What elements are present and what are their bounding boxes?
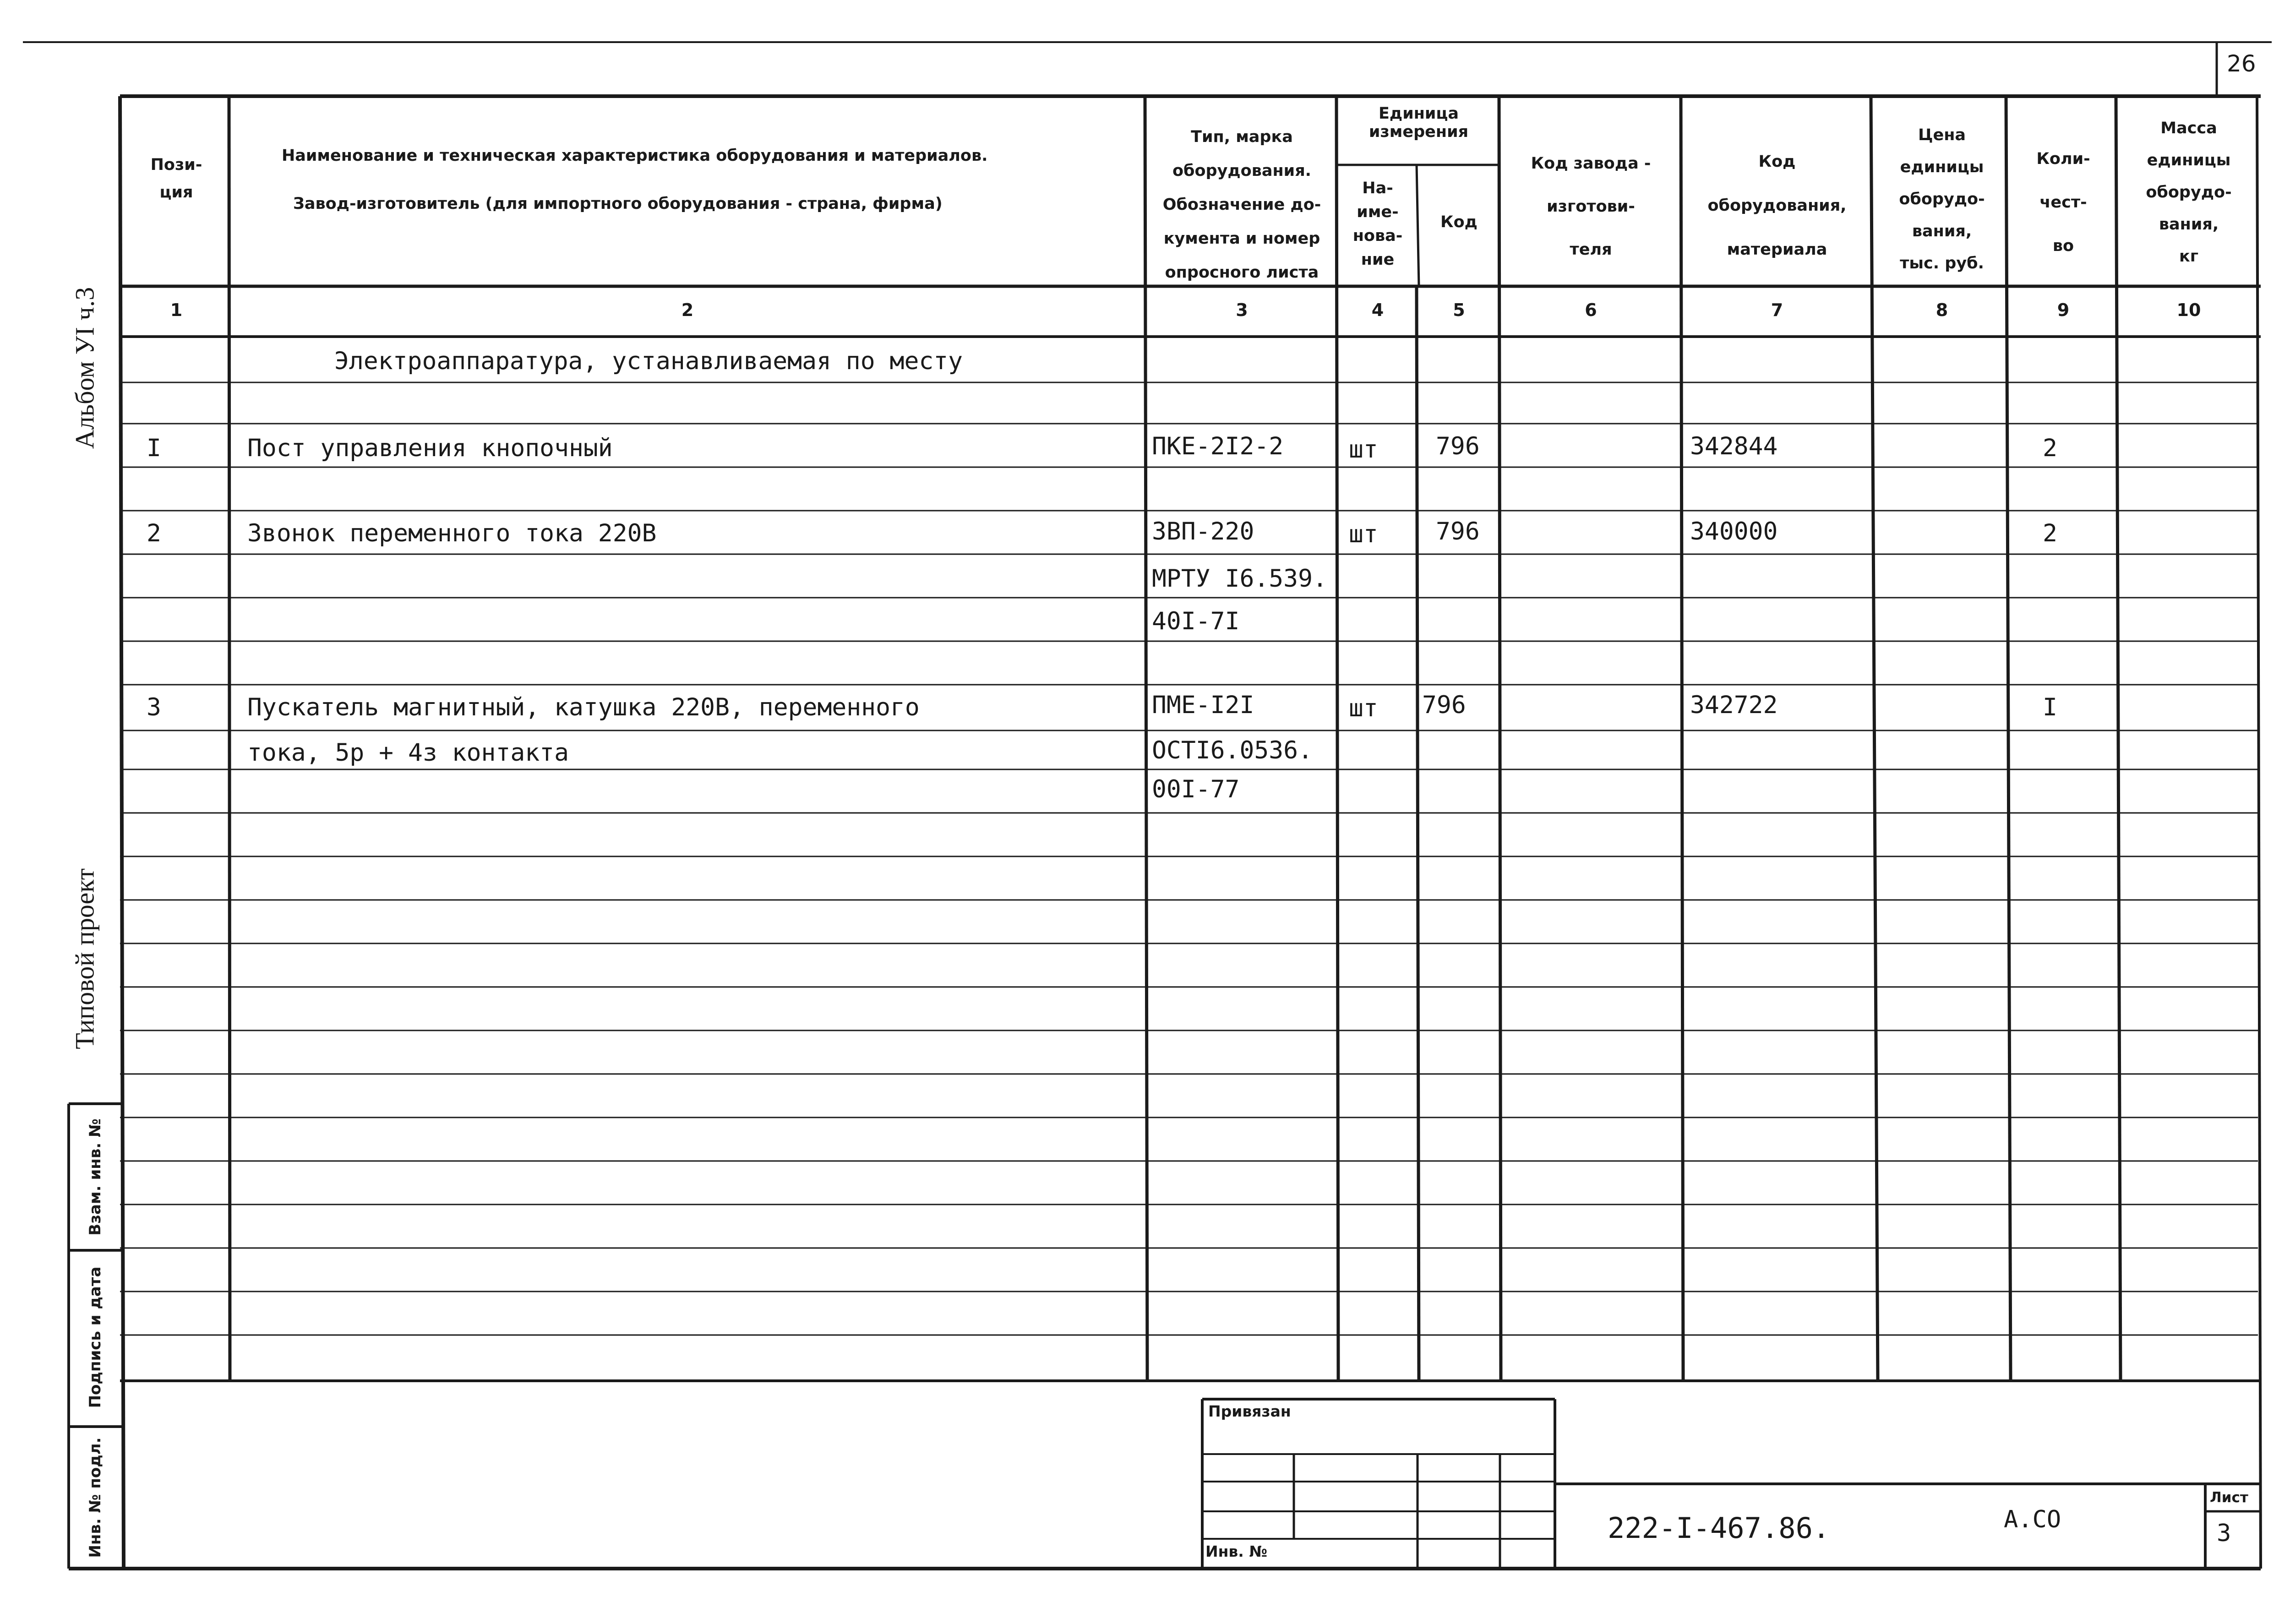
- header-unit-group: Единица измерения: [1369, 104, 1469, 142]
- privyazan-label: Привязан: [1208, 1402, 1291, 1420]
- colnum-8: 8: [1936, 300, 1948, 320]
- item-3-unit: шт: [1349, 694, 1378, 722]
- item-1-quantity: 2: [2043, 434, 2057, 462]
- item-3-equipment-code: 342722: [1690, 691, 1778, 719]
- stamp-inv-podl: Инв. № подл.: [86, 1437, 104, 1558]
- header-quantity: Коли- чест- во: [2036, 150, 2090, 255]
- stamp-podpis-data: Подпись и дата: [86, 1266, 104, 1408]
- item-2-equipment-code: 340000: [1690, 518, 1778, 545]
- header-unit-name: На- име- нова- ние: [1352, 179, 1403, 269]
- item-1-type: ПКЕ-2I2-2: [1152, 432, 1284, 460]
- item-2-type: ЗВП-220: [1152, 518, 1254, 545]
- album-label: Альбом УI ч.3: [70, 287, 100, 449]
- colnum-7: 7: [1771, 300, 1783, 320]
- list-number: 3: [2217, 1520, 2231, 1547]
- item-2-unit-code: 796: [1436, 518, 1480, 545]
- colnum-2: 2: [681, 300, 694, 320]
- item-2-unit: шт: [1349, 520, 1378, 548]
- section-title: Электроаппаратура, устанавливаемая по месту: [334, 347, 963, 375]
- item-3-unit-code: 796: [1422, 691, 1466, 719]
- item-2-type-doc-line2: 40I-7I: [1152, 607, 1240, 635]
- header-name-line1: Наименование и техническая характеристика оборудования и материалов.: [282, 147, 988, 165]
- header-unit-price: Цена единицы оборудо- вания, тыс. руб.: [1899, 126, 1985, 272]
- item-3-type-doc-line2: 00I-77: [1152, 775, 1240, 803]
- header-type-mark: Тип, марка оборудования. Обозначение до- кумента и номер опросного листа: [1162, 128, 1321, 282]
- inv-number-label: Инв. №: [1205, 1542, 1268, 1560]
- item-1-unit-code: 796: [1436, 432, 1480, 460]
- header-name-line2: Завод-изготовитель (для импортного оборудования - страна, фирма): [293, 195, 943, 213]
- stamp-vzam-inv: Взам. инв. №: [86, 1118, 104, 1236]
- document-mark: А.СО: [2004, 1506, 2061, 1533]
- colnum-10: 10: [2176, 300, 2201, 320]
- sheet-number: 26: [2227, 50, 2256, 77]
- item-3-name: Пускатель магнитный, катушка 220В, переменного: [247, 693, 920, 721]
- item-3-position: 3: [147, 693, 161, 721]
- colnum-9: 9: [2057, 300, 2070, 320]
- colnum-1: 1: [170, 300, 183, 320]
- colnum-3: 3: [1236, 300, 1248, 320]
- colnum-6: 6: [1585, 300, 1597, 320]
- item-2-name: Звонок переменного тока 220В: [247, 519, 657, 547]
- list-label: Лист: [2210, 1489, 2248, 1506]
- header-unit-code: Код: [1440, 213, 1478, 231]
- colnum-5: 5: [1453, 300, 1465, 320]
- item-3-type: ПМЕ-I2I: [1152, 691, 1254, 719]
- header-factory-code: Код завода - изготови- теля: [1531, 154, 1651, 259]
- item-3-name-continued: тока, 5р + 4з контакта: [247, 739, 569, 767]
- document-code: 222-I-467.86.: [1608, 1511, 1830, 1545]
- item-2-type-doc-line1: МРТУ I6.539.: [1152, 565, 1327, 593]
- item-1-name: Пост управления кнопочный: [247, 434, 613, 462]
- item-2-quantity: 2: [2043, 519, 2057, 547]
- item-3-quantity: I: [2043, 693, 2057, 721]
- header-position: Пози- ция: [150, 156, 202, 202]
- item-1-equipment-code: 342844: [1690, 432, 1778, 460]
- item-1-unit: шт: [1349, 436, 1378, 463]
- item-3-type-doc-line1: ОСТI6.0536.: [1152, 736, 1313, 764]
- item-1-position: I: [147, 434, 161, 462]
- colnum-4: 4: [1371, 300, 1384, 320]
- header-unit-mass: Масса единицы оборудо- вания, кг: [2146, 119, 2232, 266]
- header-equipment-code: Код оборудования, материала: [1707, 153, 1847, 259]
- item-2-position: 2: [147, 519, 161, 547]
- project-label: Типовой проект: [70, 868, 100, 1049]
